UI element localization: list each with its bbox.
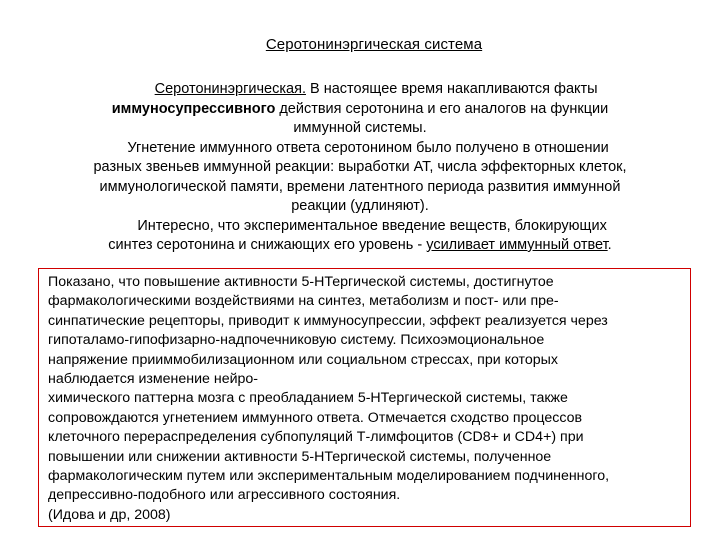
box-line: клеточного перераспределения субпопуляций Т-лимфоцитов (CD8+ и CD4+) при: [48, 429, 584, 446]
intro-p3-line-1: Интересно, что экспериментальное введение веществ, блокирующих: [137, 217, 607, 234]
intro-text: [40, 80, 680, 256]
box-line: депрессивно-подобного или агрессивного состояния.: [48, 487, 401, 504]
enhances-immune-response: усиливает иммунный ответ: [426, 237, 608, 253]
box-line: химического паттерна мозга с преобладанием 5-НТергической системы, также: [48, 390, 568, 407]
box-line: фармакологическим путем или экспериментальным моделированием подчиненного,: [48, 468, 610, 485]
intro-p3-line-2: синтез серотонина и снижающих его уровень -: [108, 237, 427, 253]
intro-p3-end: .: [607, 237, 612, 253]
box-line: наблюдается изменение нейро-: [48, 371, 259, 388]
box-line: Показано, что повышение активности 5-НТергической системы, достигнутое: [48, 274, 554, 290]
intro-p1-text-3: иммунной системы.: [293, 120, 427, 136]
box-line: фармакологическими воздействиями на синтез, метаболизм и пост- или пре-: [48, 293, 559, 310]
term-serotoninergic: Серотонинэргическая.: [154, 81, 306, 97]
slide-title: Серотонинэргическая система: [265, 36, 483, 53]
intro-p2-line-2: разных звеньев иммунной реакции: выработки АТ, числа эффекторных клеток,: [93, 159, 627, 175]
box-line: сопровождаются угнетением иммунного ответа. Отмечается сходство процессов: [48, 409, 583, 426]
intro-paragraph-3: [40, 217, 680, 256]
highlight-box: [38, 268, 691, 527]
box-line: повышении или снижении активности 5-НТергической системы, полученное: [48, 448, 552, 465]
box-line: напряжение прииммобилизационном или социальном стрессах, при которых: [48, 351, 558, 368]
intro-p2-line-3: иммунологической памяти, времени латентного периода развития иммунной: [99, 178, 621, 195]
box-line: синпатические рецепторы, приводит к иммуносупрессии, эффект реализуется через: [48, 312, 608, 329]
intro-p1-text-1: В настоящее время накапливаются факты: [305, 81, 598, 97]
intro-paragraph-2: [40, 139, 680, 217]
box-line: гипоталамо-гипофизарно-надпочечниковую систему. Психоэмоциональное: [48, 332, 545, 349]
term-immunosuppressive: иммуносупрессивного: [111, 100, 276, 117]
intro-paragraph-1: [40, 80, 680, 139]
citation: (Идова и др, 2008): [48, 506, 171, 523]
intro-p1-text-2: действия серотонина и его аналогов на функции: [275, 100, 609, 117]
intro-p2-line-1: Угнетение иммунного ответа серотонином было получено в отношении: [127, 139, 609, 156]
intro-p2-line-4: реакции (удлиняют).: [291, 198, 429, 214]
